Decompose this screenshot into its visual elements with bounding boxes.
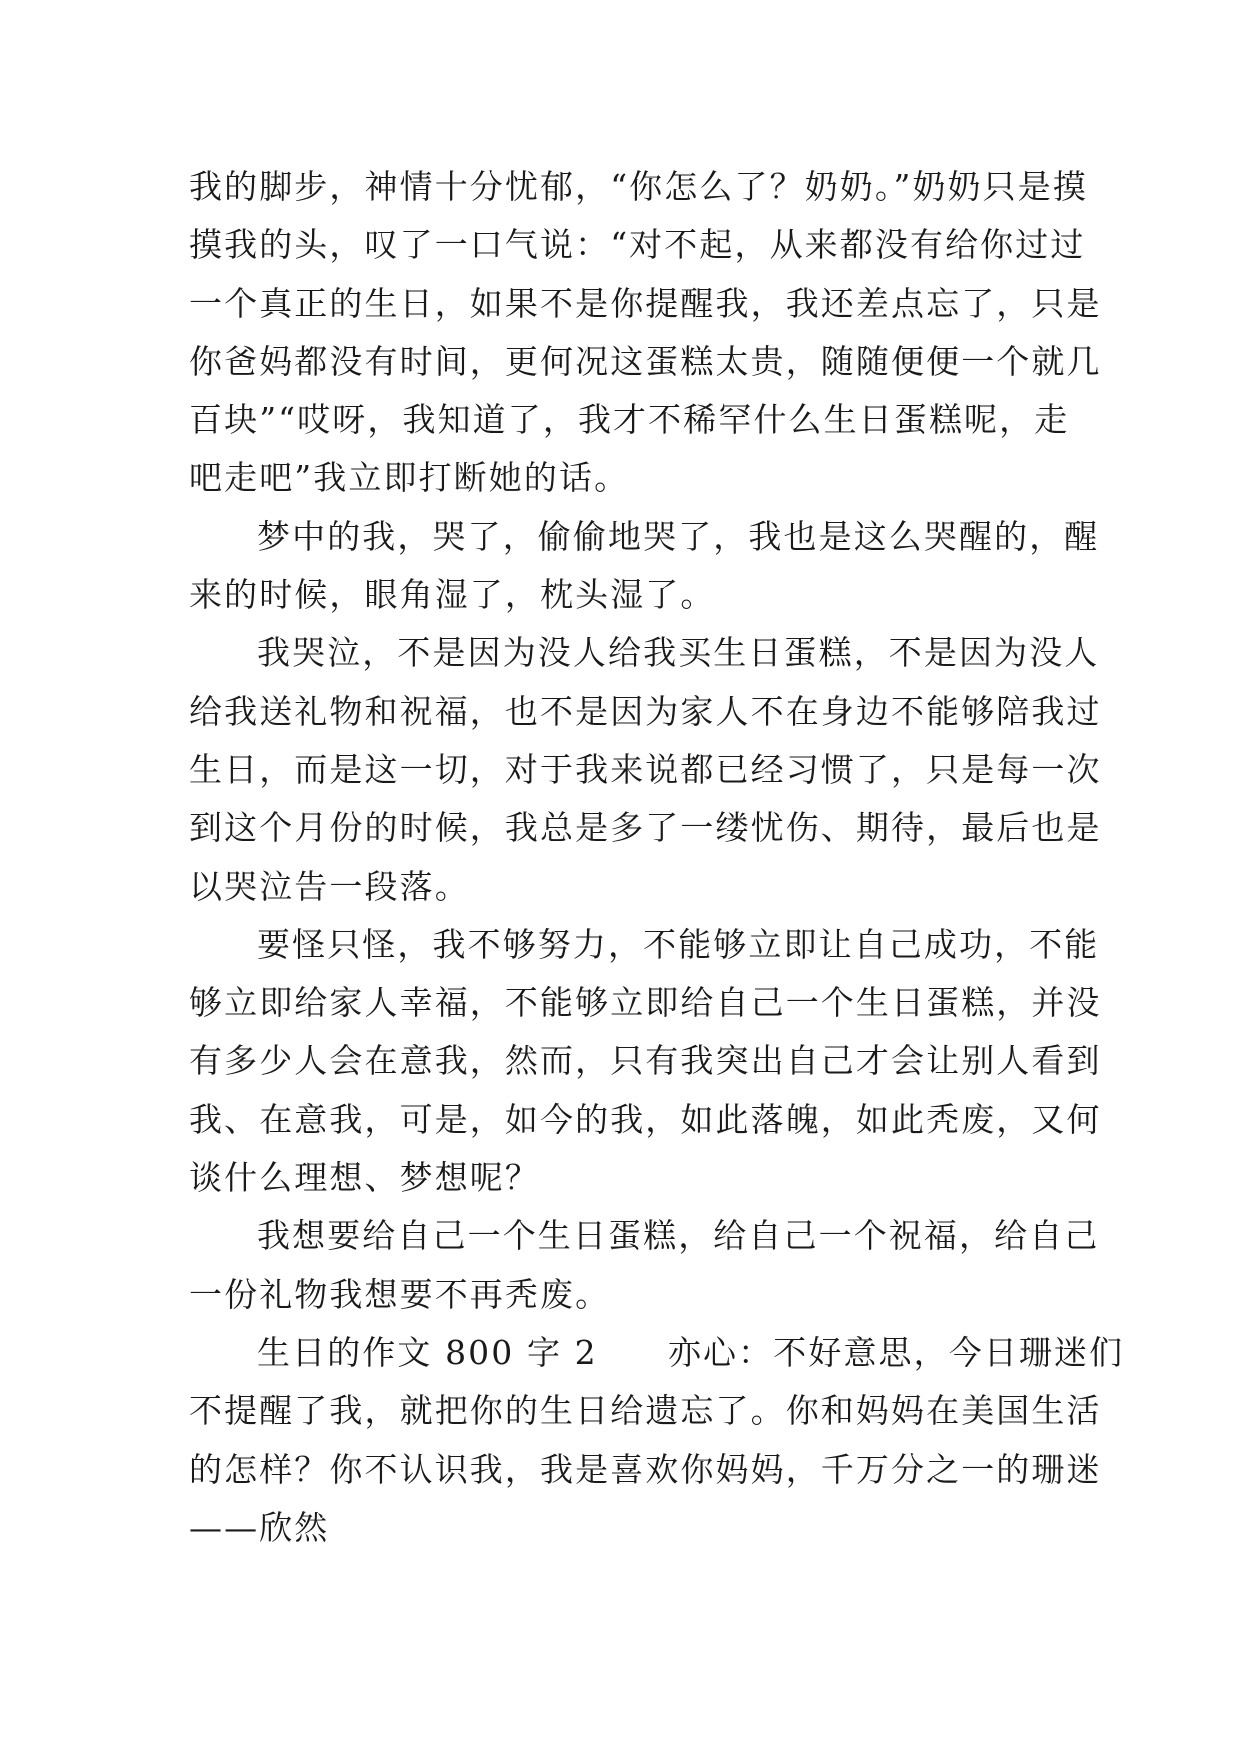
text-line: 吧走吧”我立即打断她的话。: [189, 458, 630, 498]
paragraph: [189, 1324, 1125, 1557]
text-line: 的怎样？你不认识我，我是喜欢你妈妈，千万分之一的珊迷: [189, 1449, 1102, 1489]
text-line: 生日，而是这一切，对于我来说都已经习惯了，只是每一次: [189, 749, 1102, 789]
paragraph: [189, 508, 1100, 625]
text-line: 来的时候，眼角湿了，枕头湿了。: [189, 575, 716, 615]
paragraph: [189, 916, 1102, 1207]
text-line: ——欣然: [189, 1507, 330, 1547]
text-line: 梦中的我，哭了，偷偷地哭了，我也是这么哭醒的，醒: [257, 516, 1100, 556]
text-line: 谈什么理想、梦想呢？: [189, 1158, 540, 1198]
text-line: 百块”“哎呀，我知道了，我才不稀罕什么生日蛋糕呢，走: [189, 400, 1070, 440]
text-line: 不提醒了我，就把你的生日给遗忘了。你和妈妈在美国生活: [189, 1391, 1102, 1431]
text-line: 要怪只怪，我不够努力，不能够立即让自己成功，不能: [257, 924, 1100, 964]
body-text: [189, 158, 1125, 1557]
text-line: 你爸妈都没有时间，更何况这蛋糕太贵，随随便便一个就几: [189, 341, 1102, 381]
text-line: 一个真正的生日，如果不是你提醒我，我还差点忘了，只是: [189, 283, 1102, 323]
text-line: 我、在意我，可是，如今的我，如此落魄，如此秃废，又何: [189, 1099, 1102, 1139]
text-line: 摸我的头，叹了一口气说：“对不起，从来都没有给你过过: [189, 225, 1086, 265]
text-line: 够立即给家人幸福，不能够立即给自己一个生日蛋糕，并没: [189, 983, 1102, 1023]
paragraph: [189, 624, 1102, 915]
paragraph: [189, 158, 1102, 508]
text-line: 有多少人会在意我，然而，只有我突出自己才会让别人看到: [189, 1041, 1102, 1081]
text-line: 一份礼物我想要不再秃废。: [189, 1274, 611, 1314]
text-line: 我想要给自己一个生日蛋糕，给自己一个祝福，给自己: [257, 1216, 1100, 1256]
paragraph: [189, 1207, 1100, 1324]
text-line: 给我送礼物和祝福，也不是因为家人不在身边不能够陪我过: [189, 691, 1102, 731]
text-line: 我哭泣，不是因为没人给我买生日蛋糕，不是因为没人: [257, 633, 1100, 673]
text-line: 我的脚步，神情十分忧郁，“你怎么了？奶奶。”奶奶只是摸: [189, 167, 1088, 206]
text-line: 到这个月份的时候，我总是多了一缕忧伤、期待，最后也是: [189, 808, 1102, 848]
text-line: 以哭泣告一段落。: [189, 866, 470, 906]
text-line: 生日的作文 800 字 2 亦心：不好意思，今日珊迷们: [257, 1332, 1125, 1372]
